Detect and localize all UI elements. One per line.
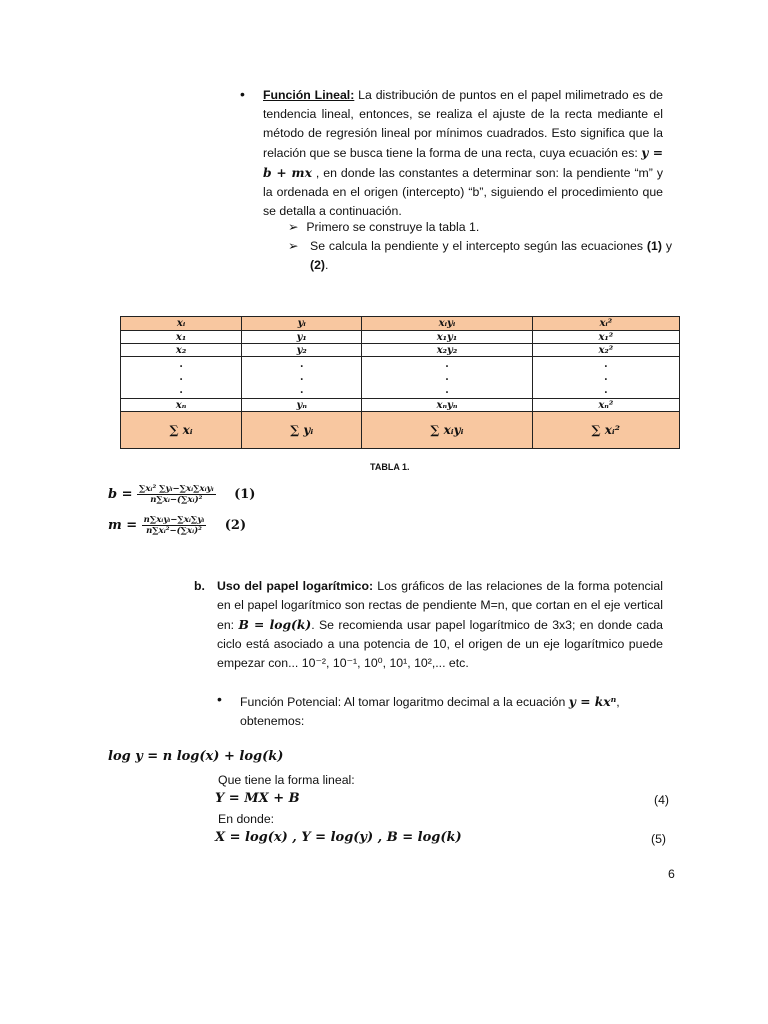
table-dots-cell: . . . <box>362 357 532 399</box>
table-dots-row <box>121 357 680 399</box>
equation-5: X = log(x) , Y = log(y) , B = log(k) <box>215 830 462 845</box>
formula-m-lhs: m = <box>108 518 138 533</box>
table-cell: x₁² <box>532 331 679 344</box>
step-2-arrow: ➢ <box>288 239 299 253</box>
linear-form-label: Que tiene la forma lineal: <box>218 773 355 787</box>
table-header-cell: xᵢ² <box>532 317 679 331</box>
formula-m <box>108 515 246 545</box>
log-paragraph: Uso del papel logarítmico: Los gráficos de las relaciones de la forma potencial en el papel logarítmico son rectas de pendiente M=n, que cortan en el eje vertical en: B = log(k). Se recomienda usar papel logarítmico de 3x3; en donde cada ciclo está asociado a una potencia de 10, el origen de un eje logarítmico puede empezar con... 10⁻², 10⁻¹, 10⁰, 10¹, 10²,... etc. <box>217 579 664 670</box>
formula-b <box>108 484 255 514</box>
step-2-text-e: . <box>325 258 329 272</box>
equation-4-label: (4) <box>654 793 670 807</box>
table-cell: x₂ <box>121 344 242 357</box>
log-text-2: . Se recomienda usar papel logarítmico de 3x3; en donde cada ciclo está asociado a una potencia de 10, el origen de un eje logarítmico puede empezar con... <box>217 618 664 670</box>
formula-m-denominator: n∑xᵢ²−(∑xᵢ)² <box>146 526 202 536</box>
log-equation: log y = n log(x) + log(k) <box>108 749 284 764</box>
table-cell: xₙyₙ <box>362 399 532 412</box>
table-sum-cell: ∑ xᵢ² <box>532 412 679 449</box>
page-number: 6 <box>668 867 675 881</box>
linear-text-1: La distribución de puntos en el papel milimetrado es de tendencia lineal, entonces, se realiza el ajuste de la recta mediante el método de regresión lineal por mínimos cuadrados. Esto significa que la relación que se busca tiene la forma de una recta, cuya ecuación es: <box>263 88 663 160</box>
table-sum-row <box>121 412 680 449</box>
formula-m-fraction <box>142 515 207 536</box>
formula-b-fraction <box>137 484 216 505</box>
log-power: 10¹ <box>389 656 408 670</box>
formula-b-lhs: b = <box>108 487 133 502</box>
formula-b-denominator: n∑xᵢ−(∑xᵢ)² <box>150 495 203 505</box>
table-1 <box>120 316 680 449</box>
log-title: Uso del papel logarítmico: <box>217 579 374 593</box>
formula-m-numerator: n∑xᵢyᵢ−∑xᵢ∑yᵢ <box>143 515 205 525</box>
log-text-3: ,... etc. <box>431 656 469 670</box>
table-cell: y₂ <box>242 344 362 357</box>
table-dots-cell: . . . <box>532 357 679 399</box>
table-header-cell: yᵢ <box>242 317 362 331</box>
log-eq-b: B = log(k) <box>238 617 312 632</box>
step-2-text-c: y <box>661 239 672 253</box>
step-1 <box>288 218 678 237</box>
formula-b-label: (1) <box>234 487 256 502</box>
formula-b-numerator: ∑xᵢ² ∑yᵢ−∑xᵢ∑xᵢyᵢ <box>138 484 214 494</box>
table-cell: x₁y₁ <box>362 331 532 344</box>
table-header-cell: xᵢ <box>121 317 242 331</box>
bullet-potential: • <box>217 691 222 707</box>
linear-paragraph <box>263 86 663 221</box>
table-caption: TABLA 1. <box>370 462 410 472</box>
table-row <box>121 399 680 412</box>
log-power: 10⁻² <box>301 656 327 670</box>
table-cell: xₙ² <box>532 399 679 412</box>
table-header-row <box>121 317 680 331</box>
log-power: 10⁻¹ <box>332 656 358 670</box>
step-2-text-a: Se calcula la pendiente y el intercepto según las ecuaciones <box>310 239 647 253</box>
where-label: En donde: <box>218 812 275 826</box>
table-row <box>121 344 680 357</box>
log-power: 10⁰ <box>363 656 383 670</box>
table-header-cell: xᵢyᵢ <box>362 317 532 331</box>
table-cell: x₂² <box>532 344 679 357</box>
step-2 <box>310 237 672 275</box>
bullet-linear: • <box>240 86 245 102</box>
table-sum-cell: ∑ xᵢ <box>121 412 242 449</box>
equation-4: Y = MX + B <box>215 791 300 806</box>
potential-text-3: obtenemos: <box>240 714 305 728</box>
table-dots-cell: . . . <box>242 357 362 399</box>
linear-equation: y = b + mx <box>263 145 663 180</box>
potential-equation: y = kxⁿ <box>568 694 617 709</box>
linear-title: Función Lineal: <box>263 88 355 102</box>
arrow-icon: ➢ <box>288 220 299 234</box>
table-cell: xₙ <box>121 399 242 412</box>
step-1-text: Primero se construye la tabla 1. <box>306 220 480 234</box>
table-dots-cell: . . . <box>121 357 242 399</box>
potential-text-1: Función Potencial: Al tomar logaritmo decimal a la ecuación <box>240 695 569 709</box>
log-section-marker: b. <box>194 579 205 593</box>
log-text-1: Los gráficos de las relaciones de la forma potencial en el papel logarítmico son rectas de pendiente M=n, que cortan en el eje vertical en: <box>217 579 663 632</box>
formula-m-label: (2) <box>224 518 247 533</box>
table-sum-cell: ∑ xᵢyᵢ <box>362 412 532 449</box>
table-cell: x₁ <box>121 331 242 344</box>
step-2-ref-2: (2) <box>310 258 326 272</box>
table-cell: x₂y₂ <box>362 344 532 357</box>
log-power: 10² <box>414 656 432 670</box>
table-cell: y₁ <box>242 331 362 344</box>
step-2-ref-1: (1) <box>646 239 662 253</box>
potential-text-2: , <box>616 695 620 709</box>
table-sum-cell: ∑ yᵢ <box>242 412 362 449</box>
table-row <box>121 331 680 344</box>
potential-paragraph <box>240 692 660 731</box>
table-cell: yₙ <box>242 399 362 412</box>
linear-text-2: , en donde las constantes a determinar son: la pendiente “m” y la ordenada en el origen (intercepto) “b”, siguiendo el procedimiento que se detalla a continuación. <box>263 166 663 218</box>
equation-5-label: (5) <box>651 832 667 846</box>
